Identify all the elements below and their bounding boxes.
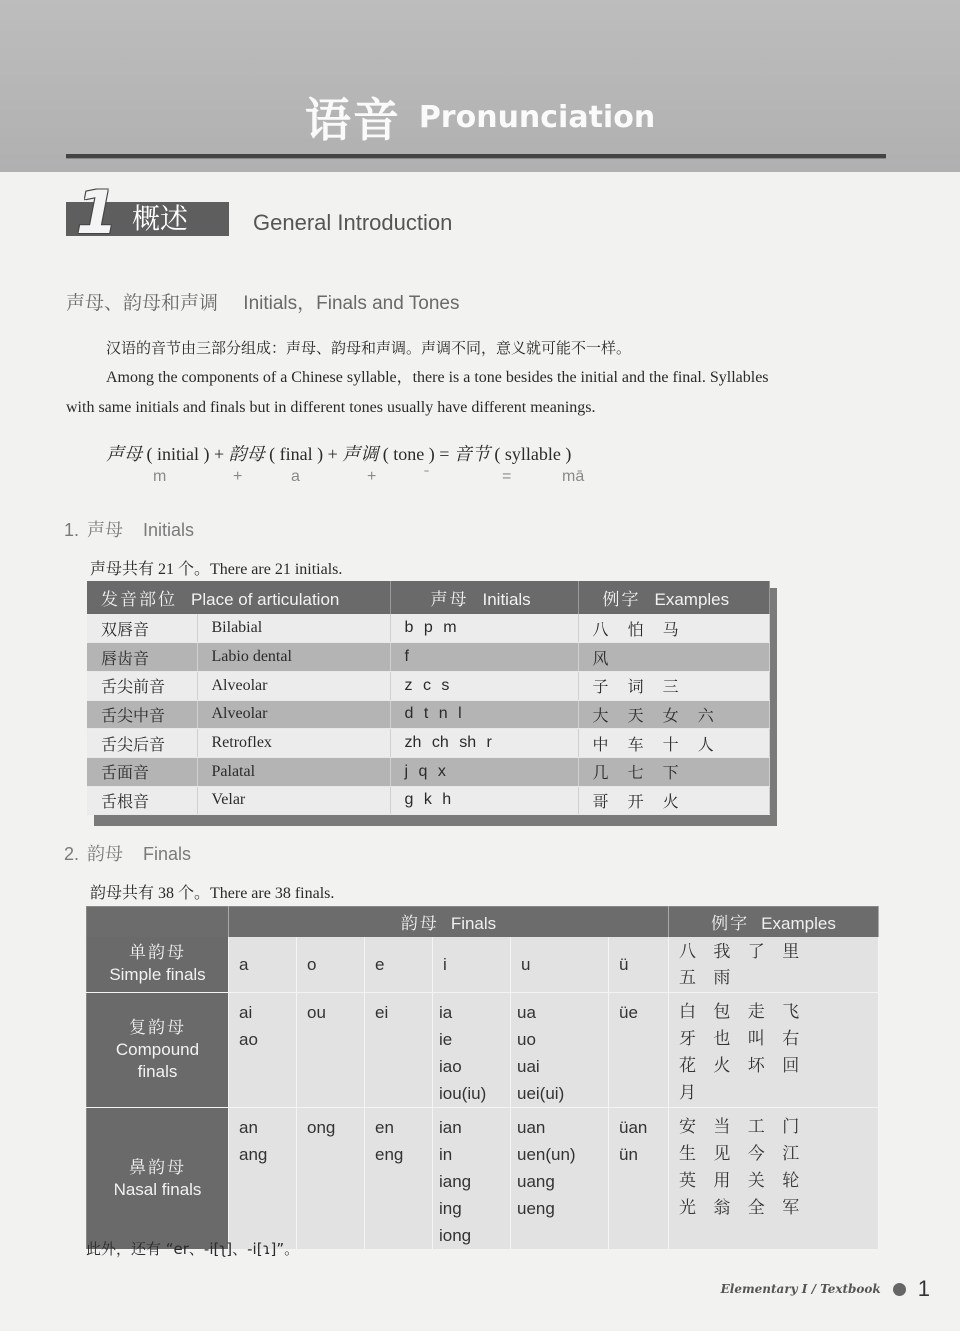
bullet-dot-icon — [893, 1283, 906, 1296]
formula-tone-zh: 声调 — [342, 444, 379, 465]
intro-en-line2: with same initials and finals but in different tones usually have different meanings. — [66, 399, 596, 416]
banner-divider — [66, 154, 886, 159]
intro-zh: 汉语的音节由三部分组成：声母、韵母和声调。声调不同，意义就可能不一样。 — [106, 339, 632, 357]
final: ueng — [517, 1199, 555, 1218]
final-cell — [609, 993, 669, 1108]
table-row — [87, 614, 770, 643]
intro-en-line1: Among the components of a Chinese syllable，there is a tone besides the initial and the final. Syllables — [106, 369, 769, 386]
examples: 子 词 三 — [578, 671, 770, 700]
final: e — [375, 954, 385, 974]
finals-note: 此外，还有 “er、-i[ʅ]、-i[ɿ]”。 — [86, 1240, 300, 1258]
formula-final-en: ( final ) — [269, 444, 324, 464]
header-examples — [669, 907, 879, 937]
finals-number: 2. — [64, 844, 80, 864]
category-en: Simple finals — [109, 965, 206, 985]
initials: z c s — [390, 671, 578, 700]
final: en — [375, 1118, 394, 1137]
final-cell — [365, 993, 433, 1108]
final-cell — [365, 1108, 433, 1250]
section-number: 1 — [76, 178, 118, 248]
finals-title-zh: 韵母 — [87, 844, 124, 865]
examples: 大 天 女 六 — [578, 700, 770, 729]
example-line: 安 当 工 门 — [679, 1117, 800, 1137]
table-row — [87, 671, 770, 700]
final: ei — [375, 1003, 389, 1022]
final-cell — [609, 937, 669, 993]
initials-number: 1. — [64, 520, 80, 540]
initials: zh ch sh r — [390, 729, 578, 758]
category-simple — [87, 937, 229, 993]
examples-cell — [669, 1108, 879, 1250]
section-title-zh: 概述 — [132, 202, 189, 235]
final: a — [239, 954, 249, 974]
formula-example-plus: + — [367, 468, 377, 485]
finals-title-en: Finals — [143, 844, 192, 864]
formula-example-initial: m — [153, 468, 167, 485]
formula-initial-en: ( initial ) — [146, 444, 210, 464]
example-line: 花 火 坏 回 — [679, 1056, 800, 1076]
place-en: Retroflex — [197, 729, 390, 758]
category-compound — [87, 993, 229, 1108]
final-cell — [229, 993, 297, 1108]
examples: 风 — [578, 643, 770, 672]
header-place-zh: 发音部位 — [101, 590, 177, 610]
final: ua — [517, 1003, 536, 1022]
header-finals-en: Finals — [450, 914, 497, 934]
page-number: 1 — [917, 1276, 930, 1301]
final: uan — [517, 1118, 546, 1137]
final: uen(un) — [517, 1145, 576, 1164]
header-finals-zh: 韵母 — [400, 914, 439, 935]
header-examples-zh: 例字 — [711, 914, 750, 935]
example-line: 生 见 今 江 — [679, 1144, 800, 1164]
header-examples-en: Examples — [654, 590, 730, 609]
final: iao — [439, 1057, 462, 1076]
subheading — [66, 288, 459, 315]
example-line: 白 包 走 飞 — [679, 1002, 800, 1022]
final: uai — [517, 1057, 540, 1076]
final-cell — [297, 1108, 365, 1250]
final: ong — [307, 1118, 336, 1137]
final: ai — [239, 1003, 253, 1022]
formula-plus: + — [213, 444, 225, 464]
final-cell — [511, 1108, 609, 1250]
place-zh: 唇齿音 — [87, 643, 197, 672]
formula-initial-zh: 声母 — [106, 444, 142, 465]
formula-syllable-zh: 音节 — [453, 444, 490, 465]
final: ao — [239, 1030, 258, 1049]
initials-title-en: Initials — [143, 520, 195, 540]
examples-cell — [669, 993, 879, 1108]
place-zh: 舌根音 — [87, 786, 197, 815]
initials: j q x — [390, 757, 578, 786]
place-en: Labio dental — [197, 643, 390, 672]
final: ang — [239, 1145, 268, 1164]
table-row — [87, 786, 770, 815]
examples: 几 七 下 — [578, 757, 770, 786]
final: ian — [439, 1118, 462, 1137]
final-cell — [433, 993, 511, 1108]
final: eng — [375, 1145, 404, 1164]
finals-table-header — [87, 907, 879, 937]
category-en: Nasal finals — [113, 1179, 202, 1199]
initials-heading — [64, 516, 194, 542]
final: an — [239, 1118, 258, 1137]
syllable-formula — [106, 440, 571, 466]
subheading-zh: 声母、韵母和声调 — [66, 292, 219, 314]
examples: 八 怕 马 — [578, 614, 770, 643]
initials-count: 声母共有 21 个。There are 21 initials. — [90, 561, 343, 578]
examples-cell — [669, 937, 879, 993]
formula-final-zh: 韵母 — [228, 444, 265, 465]
category-en: Compound finals — [115, 1040, 200, 1081]
subheading-en: Initials，Finals and Tones — [243, 293, 460, 314]
header-finals — [229, 907, 669, 937]
formula-example-tone: ˉ — [424, 468, 430, 485]
section-heading — [66, 178, 566, 248]
place-en: Palatal — [197, 757, 390, 786]
final: ia — [439, 1003, 453, 1022]
finals-row-simple — [87, 937, 879, 993]
place-zh: 舌尖中音 — [87, 700, 197, 729]
final-cell — [297, 937, 365, 993]
example-line: 牙 也 叫 右 — [679, 1029, 800, 1049]
chapter-banner — [0, 0, 960, 172]
formula-example-plus: + — [233, 468, 243, 485]
final-cell — [365, 937, 433, 993]
final: ü — [619, 954, 629, 974]
initials: f — [390, 643, 578, 672]
final: üan — [619, 1118, 648, 1137]
final: uei(ui) — [517, 1084, 565, 1103]
header-examples-zh: 例字 — [602, 590, 641, 610]
example-line: 光 翁 全 军 — [679, 1198, 800, 1218]
initials: d t n l — [390, 700, 578, 729]
initials-title-zh: 声母 — [87, 520, 124, 541]
table-row — [87, 643, 770, 672]
chapter-title-en: Pronunciation — [418, 99, 656, 135]
final: ie — [439, 1030, 453, 1049]
header-initials — [390, 581, 578, 614]
place-zh: 舌尖前音 — [87, 671, 197, 700]
final: iou(iu) — [439, 1084, 487, 1103]
place-zh: 双唇音 — [87, 614, 197, 643]
final-cell — [229, 1108, 297, 1250]
table-row — [87, 757, 770, 786]
section-title-en: General Introduction — [253, 210, 453, 235]
formula-equals: = — [439, 444, 450, 464]
place-en: Velar — [197, 786, 390, 815]
header-initials-zh: 声母 — [430, 590, 469, 610]
formula-syllable-en: ( syllable ) — [494, 444, 572, 464]
place-en: Alveolar — [197, 671, 390, 700]
header-initials-en: Initials — [482, 590, 531, 609]
final: uo — [517, 1030, 536, 1049]
final: ou — [307, 1003, 326, 1022]
chapter-title-zh: 语音 — [304, 93, 401, 147]
final-cell — [511, 993, 609, 1108]
finals-count: 韵母共有 38 个。There are 38 finals. — [90, 885, 335, 902]
final-cell — [511, 937, 609, 993]
header-place-en: Place of articulation — [191, 590, 340, 609]
final: u — [521, 954, 531, 974]
examples: 哥 开 火 — [578, 786, 770, 815]
formula-example-equals: = — [502, 468, 512, 485]
header-examples-en: Examples — [761, 914, 836, 934]
final: iang — [439, 1172, 472, 1191]
finals-row-nasal — [87, 1108, 879, 1250]
category-zh: 鼻韵母 — [129, 1157, 186, 1178]
table-row — [87, 700, 770, 729]
final-cell — [229, 937, 297, 993]
final: in — [439, 1145, 453, 1164]
final: o — [307, 954, 317, 974]
table-row — [87, 729, 770, 758]
final: i — [443, 954, 447, 974]
example-line: 八 我 了 里 — [679, 941, 800, 962]
finals-row-compound — [87, 993, 879, 1108]
header-examples — [578, 581, 770, 614]
final-cell — [433, 937, 511, 993]
category-nasal — [87, 1108, 229, 1250]
place-zh: 舌面音 — [87, 757, 197, 786]
formula-tone-en: ( tone ) — [382, 444, 435, 464]
final: ing — [439, 1199, 462, 1218]
header-empty — [87, 907, 229, 937]
place-zh: 舌尖后音 — [87, 729, 197, 758]
finals-table — [86, 906, 879, 1250]
formula-example-syllable: mā — [562, 468, 585, 485]
place-en: Bilabial — [197, 614, 390, 643]
formula-example-final: a — [291, 468, 300, 485]
category-zh: 单韵母 — [129, 943, 186, 964]
place-en: Alveolar — [197, 700, 390, 729]
example-line: 月 — [679, 1083, 696, 1103]
book-title: Elementary I / Textbook — [720, 1282, 881, 1296]
page-footer — [721, 1276, 930, 1302]
final-cell — [297, 993, 365, 1108]
initials: b p m — [390, 614, 578, 643]
initials-table — [87, 581, 770, 815]
final: ün — [619, 1145, 638, 1164]
chapter-title — [0, 84, 960, 150]
final-cell — [433, 1108, 511, 1250]
header-place — [87, 581, 390, 614]
examples: 中 车 十 人 — [578, 729, 770, 758]
final-cell — [609, 1108, 669, 1250]
final: iong — [439, 1226, 472, 1245]
formula-plus: + — [327, 444, 338, 464]
final: üe — [619, 1003, 638, 1022]
final: uang — [517, 1172, 555, 1191]
example-line: 英 用 关 轮 — [679, 1171, 800, 1191]
initials: g k h — [390, 786, 578, 815]
initials-table-header — [87, 581, 770, 614]
finals-heading — [64, 840, 191, 866]
category-zh: 复韵母 — [129, 1018, 186, 1038]
example-line: 五 雨 — [679, 967, 731, 988]
